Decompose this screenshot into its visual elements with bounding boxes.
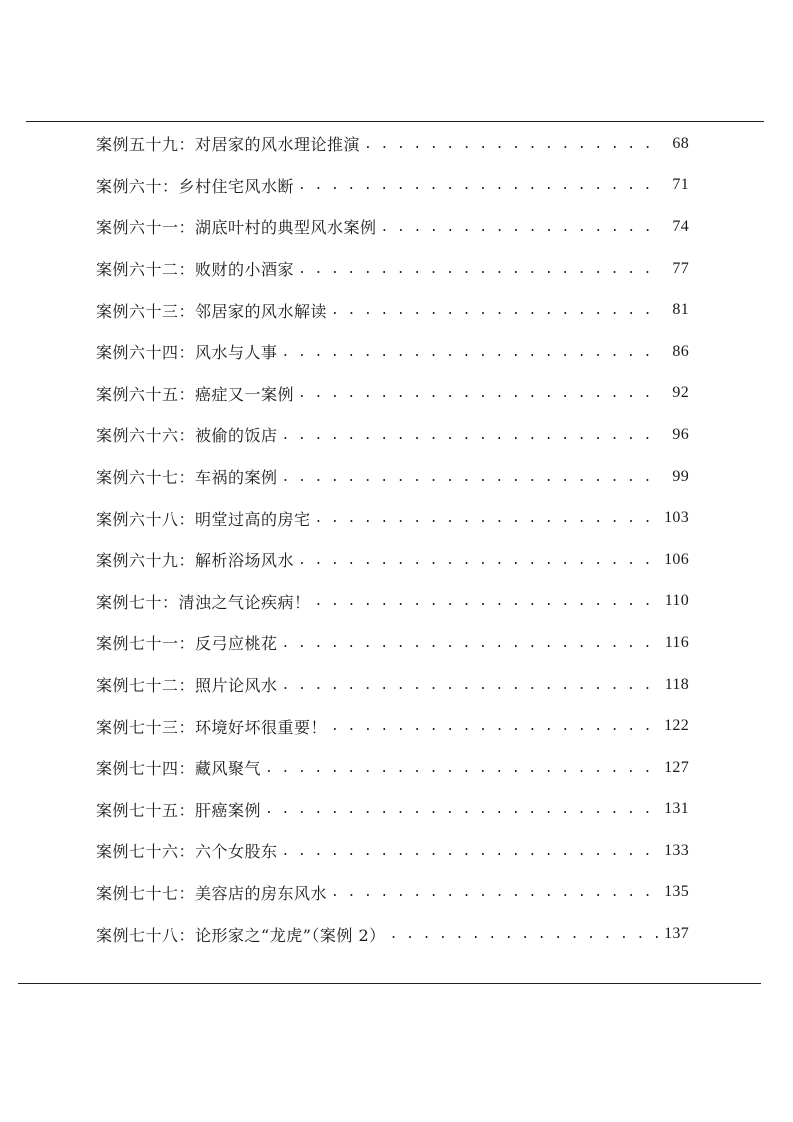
dot-leader	[282, 342, 659, 362]
dot-leader	[282, 467, 659, 487]
entry-page-number: 77	[672, 259, 689, 277]
dot-leader	[265, 758, 658, 778]
entry-number: 案例六十六：	[96, 426, 196, 446]
dot-leader	[298, 550, 658, 570]
entry-title: 败财的小酒家	[195, 260, 295, 280]
entry-number: 案例六十五：	[96, 384, 196, 404]
entry-page-number: 103	[664, 509, 689, 527]
entry-title: 风水与人事	[195, 343, 278, 363]
toc-entry[interactable]	[96, 497, 689, 539]
entry-title: 湖底叶村的典型风水案例	[195, 218, 377, 238]
toc-entry[interactable]	[96, 456, 689, 498]
entry-title: 乡村住宅风水断	[178, 176, 295, 196]
entry-number: 案例七十五：	[96, 800, 196, 820]
dot-leader	[331, 716, 658, 736]
entry-number: 案例六十七：	[96, 468, 196, 488]
entry-page-number: 116	[664, 633, 689, 651]
toc-entry[interactable]	[96, 248, 689, 290]
entry-page-number: 99	[672, 467, 689, 485]
entry-title: 论形家之“龙虎”（案例 2）	[195, 925, 386, 945]
entry-number: 案例七十：	[96, 592, 179, 612]
entry-number: 案例五十九：	[96, 135, 196, 155]
toc-entry[interactable]	[96, 289, 689, 331]
entry-page-number: 122	[664, 717, 689, 735]
entry-number: 案例六十：	[96, 176, 179, 196]
entry-page-number: 92	[672, 384, 689, 402]
entry-page-number: 131	[664, 800, 689, 818]
toc-entry[interactable]	[96, 747, 689, 789]
entry-page-number: 137	[664, 925, 689, 943]
entry-title: 解析浴场风水	[195, 551, 295, 571]
entry-title: 藏风聚气	[195, 759, 262, 779]
entry-number: 案例七十一：	[96, 634, 196, 654]
dot-leader	[282, 633, 659, 653]
dot-leader	[265, 799, 658, 819]
entry-page-number: 68	[672, 134, 689, 152]
dot-leader	[282, 841, 659, 861]
entry-number: 案例六十二：	[96, 260, 196, 280]
entry-title: 车祸的案例	[195, 468, 278, 488]
entry-page-number: 118	[664, 675, 689, 693]
toc-entry[interactable]	[96, 414, 689, 456]
table-of-contents	[96, 123, 689, 955]
entry-page-number: 106	[664, 550, 689, 568]
entry-page-number: 86	[672, 342, 689, 360]
dot-leader	[282, 675, 659, 695]
toc-entry[interactable]	[96, 622, 689, 664]
entry-number: 案例六十四：	[96, 343, 196, 363]
toc-entry[interactable]	[96, 331, 689, 373]
entry-number: 案例六十八：	[96, 509, 196, 529]
entry-page-number: 135	[664, 883, 689, 901]
entry-number: 案例六十一：	[96, 218, 196, 238]
entry-number: 案例六十九：	[96, 551, 196, 571]
entry-title: 反弓应桃花	[195, 634, 278, 654]
dot-leader	[331, 300, 659, 320]
entry-page-number: 71	[672, 176, 689, 194]
dot-leader	[381, 217, 659, 237]
entry-page-number: 81	[672, 301, 689, 319]
entry-page-number: 96	[672, 425, 689, 443]
toc-entry[interactable]	[96, 913, 689, 955]
entry-title: 肝癌案例	[195, 800, 262, 820]
toc-entry[interactable]	[96, 206, 689, 248]
entry-title: 清浊之气论疾病！	[178, 592, 311, 612]
entry-page-number: 133	[664, 841, 689, 859]
entry-title: 明堂过高的房宅	[195, 509, 311, 529]
dot-leader	[331, 882, 658, 902]
entry-number: 案例六十三：	[96, 301, 196, 321]
toc-entry[interactable]	[96, 872, 689, 914]
dot-leader	[282, 425, 659, 445]
entry-page-number: 127	[664, 758, 689, 776]
entry-number: 案例七十八：	[96, 925, 196, 945]
dot-leader	[298, 383, 659, 403]
toc-entry[interactable]	[96, 539, 689, 581]
dot-leader	[315, 508, 659, 528]
toc-entry[interactable]	[96, 789, 689, 831]
dot-leader	[315, 591, 659, 611]
entry-page-number: 74	[672, 217, 689, 235]
entry-number: 案例七十二：	[96, 676, 196, 696]
entry-title: 邻居家的风水解读	[195, 301, 328, 321]
dot-leader	[364, 134, 659, 154]
toc-entry[interactable]	[96, 123, 689, 165]
entry-title: 美容店的房东风水	[195, 883, 328, 903]
entry-number: 案例七十四：	[96, 759, 196, 779]
toc-entry[interactable]	[96, 830, 689, 872]
bottom-divider	[18, 983, 761, 984]
entry-title: 对居家的风水理论推演	[195, 135, 361, 155]
toc-entry[interactable]	[96, 373, 689, 415]
top-divider	[26, 121, 764, 122]
dot-leader	[390, 924, 658, 944]
entry-title: 被偷的饭店	[195, 426, 278, 446]
entry-number: 案例七十七：	[96, 883, 196, 903]
entry-title: 照片论风水	[195, 676, 278, 696]
toc-entry[interactable]	[96, 705, 689, 747]
toc-entry[interactable]	[96, 165, 689, 207]
entry-title: 癌症又一案例	[195, 384, 295, 404]
entry-number: 案例七十三：	[96, 717, 196, 737]
toc-entry[interactable]	[96, 664, 689, 706]
entry-number: 案例七十六：	[96, 842, 196, 862]
dot-leader	[298, 259, 659, 279]
entry-title: 环境好坏很重要！	[195, 717, 328, 737]
entry-title: 六个女股东	[195, 842, 278, 862]
entry-page-number: 110	[664, 592, 689, 610]
dot-leader	[298, 175, 659, 195]
toc-entry[interactable]	[96, 581, 689, 623]
